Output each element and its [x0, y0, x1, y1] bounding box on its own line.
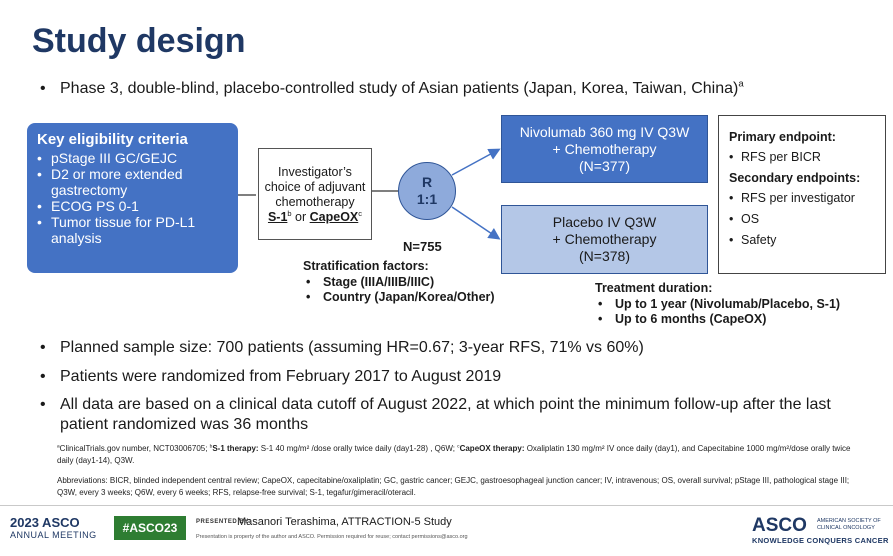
footnote-regimens	[57, 443, 857, 467]
bullet-data-cutoff: • All data are based on a clinical data cutoff of August 2022, at which point the minimum follow-up after the last patient randomized was 36 months	[40, 395, 860, 435]
eligibility-item: • Tumor tissue for PD-L1 analysis	[37, 214, 230, 246]
footnote-abbreviations: Abbreviations: BICR, blinded independent central review; CapeOX, capecitabine/oxaliplatin; GC, gastric cancer; GEJC, gastroesophageal junction cancer; IV, intravenous; OS, overall survival; pStage III, pathological stage III; Q3W, every 3 weeks; Q6W, every 6 weeks; RFS, relapse-free survival; S-1, tegafur/gimeracil/oteracil.	[57, 476, 850, 497]
footer-divider	[0, 505, 893, 506]
eligibility-item: • D2 or more extended gastrectomy	[37, 166, 230, 198]
arm1-line1: Nivolumab 360 mg IV Q3W	[519, 124, 690, 140]
meeting-sub: ANNUAL MEETING	[10, 530, 97, 540]
fn-b-sup: b	[209, 444, 213, 450]
eligibility-box	[27, 123, 238, 273]
page-title: Study design	[32, 22, 246, 60]
fn-b-label: S-1 therapy:	[212, 444, 259, 453]
secondary-endpoint-item: • OS	[729, 212, 879, 226]
bullet-randomized: • Patients were randomized from February 2017 to August 2019	[40, 367, 860, 387]
inv-line1: Investigator’s	[278, 165, 352, 179]
hashtag-badge: #ASCO23	[114, 516, 186, 540]
randomization-circle	[398, 162, 456, 220]
arrow-r-to-arm1	[452, 150, 498, 175]
primary-endpoint-heading: Primary endpoint:	[729, 130, 836, 144]
endpoints-box	[718, 115, 886, 274]
treatment-item: • Up to 1 year (Nivolumab/Placebo, S-1)	[595, 297, 840, 312]
meeting-logo	[10, 517, 97, 541]
fn-a-text: ClinicalTrials.gov number, NCT03006705;	[59, 444, 210, 453]
stratification-item: • Country (Japan/Korea/Other)	[303, 290, 495, 305]
presentation-note: Presentation is property of the author and ASCO. Permission required for reuse; contact permissions@asco.org	[196, 534, 468, 540]
arm2-line1: Placebo IV Q3W	[552, 214, 657, 230]
presenter-name: Masanori Terashima, ATTRACTION-5 Study	[237, 516, 452, 528]
intro-sup: a	[738, 78, 744, 90]
rand-r: R	[421, 174, 433, 190]
stratification-factors	[303, 259, 495, 305]
fn-c-label: CapeOX therapy:	[459, 444, 525, 453]
inv-opt-s1-sup: b	[287, 208, 292, 218]
arm-nivolumab-box	[501, 115, 708, 183]
treatment-duration	[595, 281, 840, 327]
arm1-line3: (N=377)	[579, 158, 630, 174]
stratification-heading: Stratification factors:	[303, 259, 429, 273]
presented-by-label: PRESENTED BY:	[196, 519, 251, 525]
bullet-text: Patients were randomized from February 2017 to August 2019	[60, 368, 502, 385]
asco-tagline: KNOWLEDGE CONQUERS CANCER	[752, 536, 889, 545]
fn-a-sup: a	[57, 444, 60, 450]
fn-c-text: Oxaliplatin 130 mg/m² IV once daily (day1), and Capecitabine 1000 mg/m²/dose orally twice daily (day1-14), Q3W.	[57, 444, 851, 465]
treatment-heading: Treatment duration:	[595, 281, 713, 295]
fn-b-text: S-1 40 mg/m² /dose orally twice daily (day1-28) , Q6W;	[258, 444, 458, 453]
inv-opt-capeox-sup: c	[358, 208, 363, 218]
intro-bullet: • Phase 3, double-blind, placebo-controlled study of Asian patients (Japan, Korea, Taiwan, China)$^a$	[40, 78, 744, 97]
arm1-line2: + Chemotherapy	[552, 141, 657, 157]
inv-line3: chemotherapy	[275, 195, 355, 209]
treatment-item: • Up to 6 months (CapeOX)	[595, 312, 840, 327]
fn-c-sup: c	[457, 444, 460, 450]
bullet-text: All data are based on a clinical data cutoff of August 2022, at which point the minimum follow-up after the last patient randomized was 36 months	[60, 396, 831, 433]
bullet-text: Planned sample size: 700 patients (assuming HR=0.67; 3-year RFS, 71% vs 60%)	[60, 339, 644, 356]
asco-society-name: AMERICAN SOCIETY OF CLINICAL ONCOLOGY	[817, 518, 881, 531]
total-n: N=755	[403, 239, 442, 254]
asco-logo: ASCO	[752, 515, 807, 536]
eligibility-item: • pStage III GC/GEJC	[37, 150, 230, 166]
arrow-r-to-arm2	[452, 207, 498, 238]
investigator-choice-box	[258, 148, 372, 240]
inv-options	[259, 210, 371, 225]
inv-opt-s1: S-1	[267, 210, 288, 224]
eligibility-item: • ECOG PS 0-1	[37, 198, 230, 214]
eligibility-heading: Key eligibility criteria	[37, 131, 188, 148]
secondary-endpoint-item: • RFS per investigator	[729, 191, 879, 205]
inv-line2: choice of adjuvant	[264, 180, 366, 194]
secondary-endpoint-heading: Secondary endpoints:	[729, 171, 861, 185]
stratification-item: • Stage (IIIA/IIIB/IIIC)	[303, 275, 495, 290]
inv-or: or	[291, 210, 310, 224]
rand-ratio: 1:1	[416, 191, 438, 207]
inv-opt-capeox: CapeOX	[309, 210, 359, 224]
secondary-endpoint-item: • Safety	[729, 233, 879, 247]
arm2-line2: + Chemotherapy	[552, 231, 657, 247]
primary-endpoint-item: • RFS per BICR	[729, 150, 879, 164]
meeting-brand: 2023 ASCO	[10, 515, 80, 530]
arm-placebo-box	[501, 205, 708, 274]
bullet-sample-size: • Planned sample size: 700 patients (assuming HR=0.67; 3-year RFS, 71% vs 60%)	[40, 338, 860, 358]
arm2-line3: (N=378)	[579, 248, 630, 264]
intro-text: Phase 3, double-blind, placebo-controlled study of Asian patients (Japan, Korea, Taiwan, China)	[60, 80, 739, 97]
